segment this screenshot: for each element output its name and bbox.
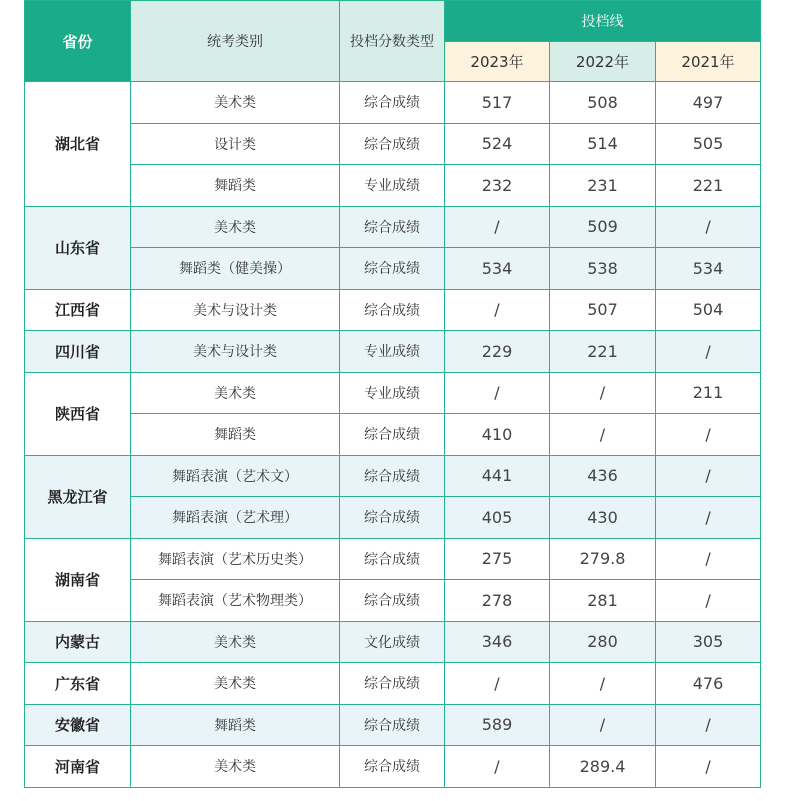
- score-2023-cell: 232: [445, 165, 550, 207]
- score-type-cell: 综合成绩: [340, 663, 445, 705]
- category-cell: 美术类: [131, 372, 340, 414]
- score-2021-cell: 504: [656, 289, 761, 331]
- table-row: [25, 497, 761, 539]
- score-2022-cell: 280: [550, 621, 656, 663]
- table-row: [25, 704, 761, 746]
- score-2022-cell: 538: [550, 248, 656, 290]
- score-2022-cell: 509: [550, 206, 656, 248]
- province-cell: 湖北省: [25, 82, 131, 207]
- category-cell: 舞蹈类: [131, 414, 340, 456]
- table-row: [25, 123, 761, 165]
- table-row: [25, 248, 761, 290]
- score-type-column-header: 投档分数类型: [340, 1, 445, 82]
- score-type-cell: 综合成绩: [340, 497, 445, 539]
- score-2023-cell: 517: [445, 82, 550, 124]
- province-column-header: 省份: [25, 1, 131, 82]
- score-2022-cell: 508: [550, 82, 656, 124]
- table-row: [25, 621, 761, 663]
- score-type-cell: 文化成绩: [340, 621, 445, 663]
- score-2021-cell: 305: [656, 621, 761, 663]
- score-type-cell: 综合成绩: [340, 455, 445, 497]
- province-cell: 安徽省: [25, 704, 131, 746]
- score-type-cell: 综合成绩: [340, 414, 445, 456]
- province-cell: 黑龙江省: [25, 455, 131, 538]
- table-row: [25, 663, 761, 705]
- table-row: [25, 414, 761, 456]
- table-row: [25, 746, 761, 788]
- score-2021-cell: 211: [656, 372, 761, 414]
- province-cell: 陕西省: [25, 372, 131, 455]
- table-row: [25, 580, 761, 622]
- score-2022-cell: 221: [550, 331, 656, 373]
- score-2022-cell: 430: [550, 497, 656, 539]
- table-header: [25, 1, 761, 82]
- score-2023-cell: 441: [445, 455, 550, 497]
- score-2021-cell: /: [656, 331, 761, 373]
- score-2021-cell: 497: [656, 82, 761, 124]
- score-type-cell: 综合成绩: [340, 248, 445, 290]
- category-cell: 美术与设计类: [131, 331, 340, 373]
- category-cell: 舞蹈类（健美操）: [131, 248, 340, 290]
- admission-table-container: [24, 0, 760, 788]
- category-cell: 美术与设计类: [131, 289, 340, 331]
- year-2021-header: 2021年: [656, 42, 761, 82]
- score-type-cell: 综合成绩: [340, 746, 445, 788]
- score-2023-cell: 534: [445, 248, 550, 290]
- table-row: [25, 82, 761, 124]
- score-type-cell: 综合成绩: [340, 538, 445, 580]
- score-2021-cell: 534: [656, 248, 761, 290]
- score-2021-cell: /: [656, 455, 761, 497]
- score-2023-cell: 410: [445, 414, 550, 456]
- score-2022-cell: 507: [550, 289, 656, 331]
- table-row: [25, 538, 761, 580]
- province-cell: 江西省: [25, 289, 131, 331]
- table-row: [25, 455, 761, 497]
- category-cell: 舞蹈表演（艺术文）: [131, 455, 340, 497]
- score-2023-cell: /: [445, 289, 550, 331]
- year-2023-header: 2023年: [445, 42, 550, 82]
- score-2021-cell: /: [656, 746, 761, 788]
- score-type-cell: 综合成绩: [340, 82, 445, 124]
- category-column-header: 统考类别: [131, 1, 340, 82]
- score-type-cell: 综合成绩: [340, 704, 445, 746]
- category-cell: 设计类: [131, 123, 340, 165]
- province-cell: 四川省: [25, 331, 131, 373]
- score-2023-cell: 346: [445, 621, 550, 663]
- score-2022-cell: 436: [550, 455, 656, 497]
- score-2021-cell: 221: [656, 165, 761, 207]
- category-cell: 舞蹈表演（艺术历史类）: [131, 538, 340, 580]
- score-2022-cell: 231: [550, 165, 656, 207]
- cutoff-line-header: 投档线: [445, 1, 761, 42]
- score-2023-cell: 405: [445, 497, 550, 539]
- score-2021-cell: 505: [656, 123, 761, 165]
- year-2022-header: 2022年: [550, 42, 656, 82]
- score-type-cell: 专业成绩: [340, 372, 445, 414]
- category-cell: 舞蹈表演（艺术物理类）: [131, 580, 340, 622]
- score-type-cell: 综合成绩: [340, 289, 445, 331]
- score-type-cell: 综合成绩: [340, 206, 445, 248]
- table-row: [25, 372, 761, 414]
- score-2021-cell: /: [656, 497, 761, 539]
- table-row: [25, 206, 761, 248]
- score-2021-cell: /: [656, 704, 761, 746]
- category-cell: 舞蹈类: [131, 165, 340, 207]
- province-cell: 广东省: [25, 663, 131, 705]
- score-2023-cell: 229: [445, 331, 550, 373]
- province-cell: 河南省: [25, 746, 131, 788]
- category-cell: 美术类: [131, 621, 340, 663]
- table-body: [25, 82, 761, 788]
- score-2022-cell: /: [550, 704, 656, 746]
- score-type-cell: 专业成绩: [340, 165, 445, 207]
- category-cell: 美术类: [131, 663, 340, 705]
- score-2022-cell: 281: [550, 580, 656, 622]
- province-cell: 内蒙古: [25, 621, 131, 663]
- admission-scores-table: [24, 0, 761, 788]
- score-2023-cell: 278: [445, 580, 550, 622]
- table-row: [25, 289, 761, 331]
- score-2021-cell: /: [656, 206, 761, 248]
- province-cell: 湖南省: [25, 538, 131, 621]
- score-2021-cell: /: [656, 538, 761, 580]
- score-2021-cell: /: [656, 414, 761, 456]
- score-2023-cell: 275: [445, 538, 550, 580]
- table-row: [25, 165, 761, 207]
- score-2023-cell: /: [445, 372, 550, 414]
- table-row: [25, 331, 761, 373]
- score-2023-cell: /: [445, 663, 550, 705]
- category-cell: 美术类: [131, 746, 340, 788]
- score-type-cell: 综合成绩: [340, 580, 445, 622]
- score-2022-cell: 514: [550, 123, 656, 165]
- province-cell: 山东省: [25, 206, 131, 289]
- score-2023-cell: 524: [445, 123, 550, 165]
- score-type-cell: 综合成绩: [340, 123, 445, 165]
- score-2021-cell: /: [656, 580, 761, 622]
- category-cell: 舞蹈表演（艺术理）: [131, 497, 340, 539]
- score-2022-cell: /: [550, 414, 656, 456]
- score-2022-cell: /: [550, 372, 656, 414]
- score-2023-cell: 589: [445, 704, 550, 746]
- score-2023-cell: /: [445, 746, 550, 788]
- score-type-cell: 专业成绩: [340, 331, 445, 373]
- score-2022-cell: /: [550, 663, 656, 705]
- score-2023-cell: /: [445, 206, 550, 248]
- score-2022-cell: 289.4: [550, 746, 656, 788]
- score-2021-cell: 476: [656, 663, 761, 705]
- category-cell: 美术类: [131, 82, 340, 124]
- category-cell: 舞蹈类: [131, 704, 340, 746]
- score-2022-cell: 279.8: [550, 538, 656, 580]
- category-cell: 美术类: [131, 206, 340, 248]
